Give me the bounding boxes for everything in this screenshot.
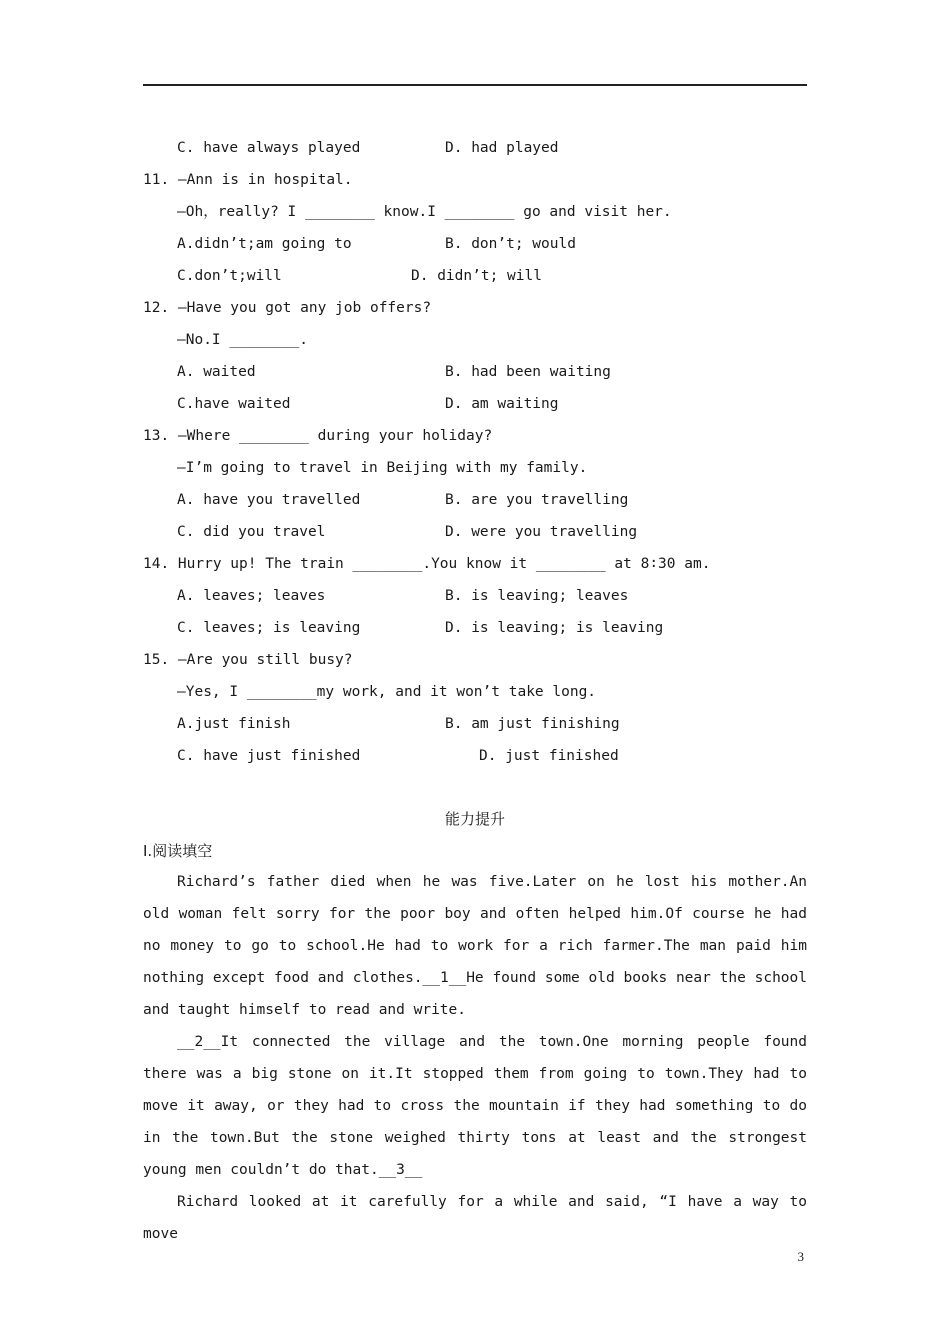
q12-option-d: D. am waiting bbox=[445, 396, 559, 412]
q14-option-b: B. is leaving; leaves bbox=[445, 588, 629, 604]
page-number: 3 bbox=[797, 1249, 804, 1264]
passage-paragraph-2 bbox=[143, 1026, 807, 1186]
q10-option-d: D. had played bbox=[445, 140, 559, 156]
blank-3: __3__ bbox=[378, 1162, 423, 1178]
header-rule bbox=[143, 84, 807, 86]
q15-option-a: A.just finish bbox=[177, 716, 291, 732]
q13-stem: 13. —Where ________ during your holiday? bbox=[143, 428, 493, 444]
passage-p2-a: It connected the village and the town.One morning people found there was a big stone on it.It stopped them from going to town.They had to move it away, or they had to cross the mountain if they had something to do in the town.But the stone weighed thirty tons at least and the strongest young men couldn’t do that. bbox=[143, 1034, 807, 1178]
q12-option-b: B. had been waiting bbox=[445, 364, 611, 380]
q10-option-c: C. have always played bbox=[177, 140, 361, 156]
q15-option-c: C. have just finished bbox=[177, 748, 361, 764]
passage-p1-b: He found some old books near the school and taught himself to read and write. bbox=[143, 970, 807, 1018]
q15-option-b: B. am just finishing bbox=[445, 716, 620, 732]
blank-1: __1__ bbox=[422, 970, 467, 986]
q14-option-a: A. leaves; leaves bbox=[177, 588, 326, 604]
blank-2: __2__ bbox=[177, 1034, 221, 1050]
q13-option-b: B. are you travelling bbox=[445, 492, 629, 508]
q15-line2: —Yes, I ________my work, and it won’t take long. bbox=[177, 684, 597, 700]
q12-option-a: A. waited bbox=[177, 364, 256, 380]
subsection-title: Ⅰ.阅读填空 bbox=[143, 842, 213, 860]
q13-line2: —I’m going to travel in Beijing with my family. bbox=[177, 460, 588, 476]
q13-option-a: A. have you travelled bbox=[177, 492, 361, 508]
q11-option-b: B. don’t; would bbox=[445, 236, 576, 252]
q11-stem: 11. —Ann is in hospital. bbox=[143, 172, 353, 188]
q13-option-d: D. were you travelling bbox=[445, 524, 638, 540]
passage-p3: Richard looked at it carefully for a while and said, “I have a way to move bbox=[143, 1194, 807, 1242]
passage-p1-a: Richard’s father died when he was five.Later on he lost his mother.An old woman felt sorry for the poor boy and often helped him.Of course he had no money to go to school.He had to work for a rich farmer.The man paid him nothing except food and clothes. bbox=[143, 874, 807, 986]
q12-line2: —No.I ________. bbox=[177, 332, 308, 348]
q12-option-c: C.have waited bbox=[177, 396, 291, 412]
q14-option-d: D. is leaving; is leaving bbox=[445, 620, 664, 636]
q11-option-a: A.didn’t;am going to bbox=[177, 236, 352, 252]
q11-line2: —Oh，really? I ________ know.I ________ go and visit her. bbox=[177, 204, 672, 220]
q11-option-d: D. didn’t; will bbox=[411, 268, 542, 284]
passage-paragraph-3 bbox=[143, 1186, 807, 1250]
q14-stem: 14. Hurry up! The train ________.You know it ________ at 8∶30 am. bbox=[143, 556, 711, 572]
section-title: 能力提升 bbox=[444, 810, 505, 828]
passage-paragraph-1 bbox=[143, 866, 807, 1026]
q13-option-c: C. did you travel bbox=[177, 524, 326, 540]
q15-stem: 15. —Are you still busy? bbox=[143, 652, 353, 668]
q14-option-c: C. leaves; is leaving bbox=[177, 620, 361, 636]
q15-option-d: D. just finished bbox=[479, 748, 619, 764]
q11-option-c: C.don’t;will bbox=[177, 268, 282, 284]
q12-stem: 12. —Have you got any job offers? bbox=[143, 300, 432, 316]
